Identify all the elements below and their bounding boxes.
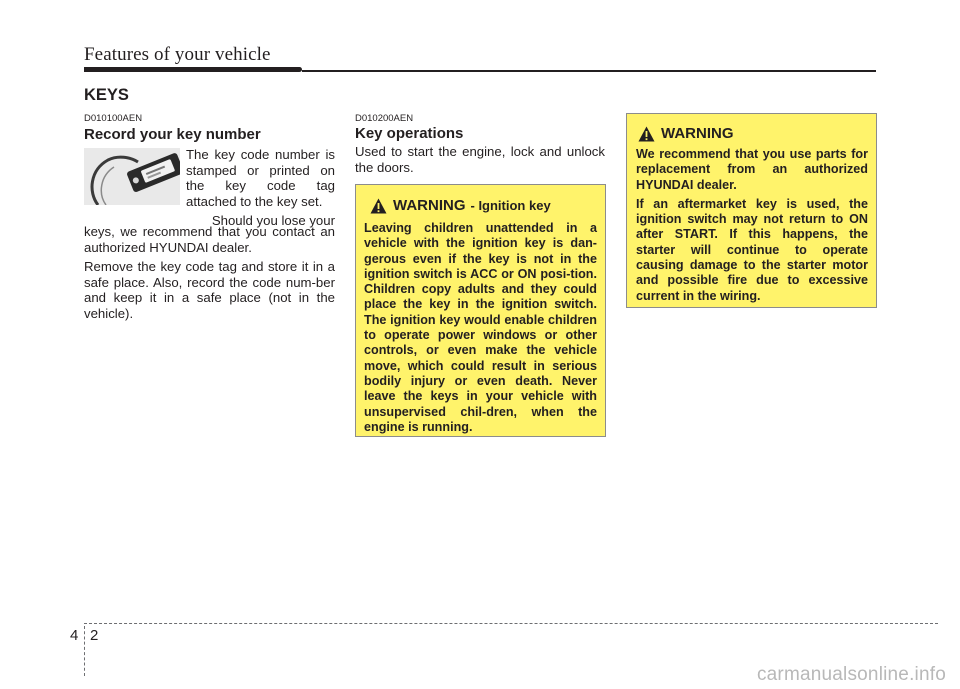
warning-ignition-para: Leaving children unattended in a vehicle with the ignition key is dan-gerous even if the key is not in the ignition switch is ACC or ON posi-tion. Children copy adults and they could place the key in the ignition switch. The ignition key would enable children to operate power windows or other controls, or even make the vehicle move, which could result in serious bodily injury or even death. Never leave the keys in your vehicle with unsupervised chil-dren, when the engine is running.: [364, 221, 597, 434]
operations-para-1: Used to start the engine, lock and unlock the doors.: [355, 144, 605, 175]
chapter-number: 4: [70, 627, 79, 644]
record-aside-text: [186, 147, 335, 229]
warning-aftermarket-header: [638, 125, 868, 142]
warning-aftermarket-para-2: If an aftermarket key is used, the ignition switch may not return to ON after START. If this happens, the starter will continue to operate causing damage to the starter motor and possible fire due to excessive current in the wiring.: [636, 196, 868, 303]
section-title: KEYS: [84, 86, 129, 104]
header-rule-thin: [302, 70, 876, 72]
key-tag-icon: [84, 148, 180, 205]
warning-box-ignition: [355, 184, 606, 437]
warning-triangle-icon: [370, 198, 387, 214]
warning-aftermarket-text: [636, 147, 868, 304]
record-para-2-start: Should you lose your: [211, 213, 335, 228]
operations-body-text: [355, 144, 605, 179]
warning-box-aftermarket: [626, 113, 877, 308]
record-para-2-rest: keys, we recommend that you contact an authorized HYUNDAI dealer.: [84, 224, 335, 255]
header-rule-thick: [84, 67, 302, 72]
record-para-1: The key code number is stamped or printed on the key code tag attached to the key set.: [186, 147, 335, 209]
page-number: 2: [90, 627, 99, 644]
record-heading: Record your key number: [84, 126, 261, 143]
footer-vertical-rule: [84, 626, 85, 676]
warning-aftermarket-title: WARNING: [661, 125, 734, 142]
footer-rule: [84, 623, 938, 624]
operations-heading: Key operations: [355, 125, 464, 142]
operations-section-code: D010200AEN: [355, 113, 414, 124]
warning-aftermarket-para-1: We recommend that you use parts for replacement from an authorized HYUNDAI dealer.: [636, 147, 868, 192]
site-watermark: carmanualsonline.info: [756, 664, 946, 685]
record-para-3: Remove the key code tag and store it in a safe place. Also, record the code num-ber and keep it in a safe place (not in the vehicle).: [84, 259, 335, 321]
warning-ignition-text: [364, 221, 597, 435]
record-section-code: D010100AEN: [84, 113, 143, 124]
warning-ignition-header: [370, 197, 597, 214]
warning-ignition-title: WARNING: [393, 197, 466, 214]
warning-ignition-subtitle: - Ignition key: [470, 198, 551, 213]
warning-triangle-icon: [638, 126, 655, 142]
page-header-title: Features of your vehicle: [84, 44, 271, 65]
key-tag-illustration: [84, 148, 180, 205]
record-body-text: [84, 224, 335, 325]
